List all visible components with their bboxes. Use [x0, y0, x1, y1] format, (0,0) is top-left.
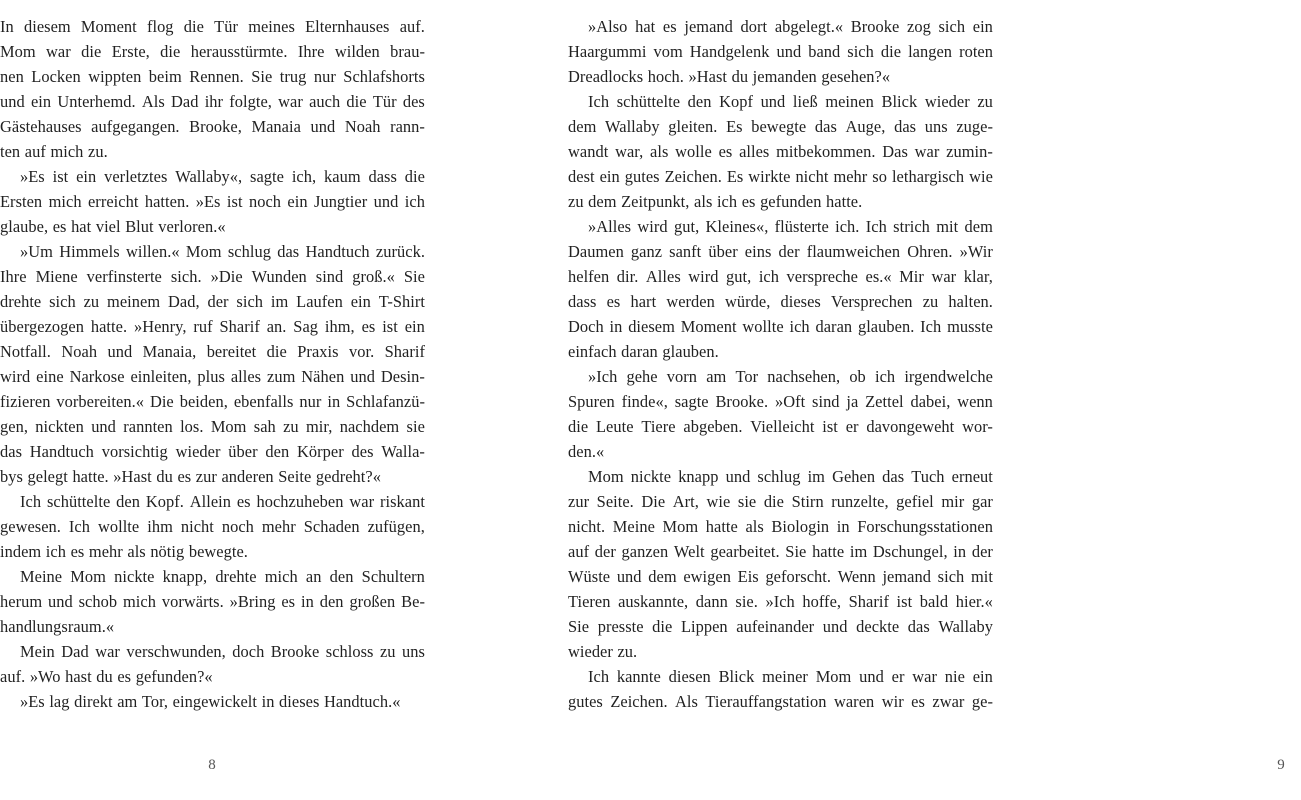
- text-line: Ich kannte diesen Blick meiner Mom und er war nie ein: [588, 667, 993, 686]
- text-line: glaube, es hat viel Blut verloren.«: [0, 217, 226, 236]
- text-line: das Handtuch vorsichtig wieder über den Körper des Walla-: [0, 442, 425, 461]
- text-line: den.«: [568, 442, 605, 461]
- text-line: Sie presste die Lippen aufeinander und deckte das Wallaby: [568, 617, 993, 636]
- text-line: herum und schob mich vorwärts. »Bring es in den großen Be-: [0, 592, 425, 611]
- text-line: die Leute Tiere abgeben. Vielleicht ist er davongeweht wor-: [568, 417, 993, 436]
- page-text: [0, 14, 425, 714]
- text-line: bys gelegt hatte. »Hast du es zur anderen Seite gedreht?«: [0, 467, 381, 486]
- text-line: »Es lag direkt am Tor, eingewickelt in dieses Handtuch.«: [20, 692, 401, 711]
- text-line: In diesem Moment flog die Tür meines Elternhauses auf.: [0, 17, 425, 36]
- text-line: dest ein gutes Zeichen. Es wirkte nicht mehr so lethargisch wie: [568, 167, 993, 186]
- text-line: »Alles wird gut, Kleines«, flüsterte ich. Ich strich mit dem: [588, 217, 993, 236]
- text-line: gutes Zeichen. Als Tierauffangstation waren wir es zwar ge-: [568, 692, 993, 711]
- text-line: übergezogen hatte. »Henry, ruf Sharif an. Sag ihm, es ist ein: [0, 317, 425, 336]
- page-number: 9: [1277, 757, 1285, 773]
- text-line: Notfall. Noah und Manaia, bereitet die Praxis vor. Sharif: [0, 342, 425, 361]
- text-line: nen Locken wippten beim Rennen. Sie trug nur Schlafshorts: [0, 67, 425, 86]
- text-line: gen, nickten und rannten los. Mom sah zu mir, nachdem sie: [0, 417, 425, 436]
- text-line: Meine Mom nickte knapp, drehte mich an den Schultern: [20, 567, 425, 586]
- text-line: nicht. Meine Mom hatte als Biologin in Forschungsstationen: [568, 517, 993, 536]
- text-line: auf der ganzen Welt gearbeitet. Sie hatte im Dschungel, in der: [568, 542, 993, 561]
- text-line: Daumen ganz sanft über eins der flaumweichen Ohren. »Wir: [568, 242, 993, 261]
- text-line: zur Seite. Die Art, wie sie die Stirn runzelte, gefiel mir gar: [568, 492, 993, 511]
- page-text: [568, 14, 993, 714]
- text-line: indem ich es mehr als nötig bewegte.: [0, 542, 248, 561]
- text-line: Ich schüttelte den Kopf und ließ meinen Blick wieder zu: [588, 92, 993, 111]
- text-line: dass es hart werden würde, dieses Versprechen zu halten.: [568, 292, 993, 311]
- text-line: zu dem Zeitpunkt, als ich es gefunden hatte.: [568, 192, 863, 211]
- text-line: handlungsraum.«: [0, 617, 115, 636]
- text-line: gewesen. Ich wollte ihm nicht noch mehr Schaden zufügen,: [0, 517, 425, 536]
- text-line: Mom war die Erste, die herausstürmte. Ihre wilden brau-: [0, 42, 425, 61]
- text-line: »Es ist ein verletztes Wallaby«, sagte ich, kaum dass die: [20, 167, 425, 186]
- text-line: drehte sich zu meinem Dad, der sich im Laufen ein T-Shirt: [0, 292, 425, 311]
- text-line: Haargummi vom Handgelenk und band sich die langen roten: [568, 42, 993, 61]
- page-number: 8: [208, 757, 216, 773]
- text-line: fizieren vorbereiten.« Die beiden, ebenfalls nur in Schlafanzü-: [0, 392, 425, 411]
- text-line: dem Wallaby gleiten. Es bewegte das Auge, das uns zuge-: [568, 117, 993, 136]
- text-line: einfach daran glauben.: [568, 342, 719, 361]
- text-line: Spuren finde«, sagte Brooke. »Oft sind ja Zettel dabei, wenn: [568, 392, 993, 411]
- text-line: helfen dir. Alles wird gut, ich verspreche es.« Mir war klar,: [568, 267, 993, 286]
- text-line: Gästehauses aufgegangen. Brooke, Manaia und Noah rann-: [0, 117, 425, 136]
- text-line: Ersten mich erreicht hatten. »Es ist noch ein Jungtier und ich: [0, 192, 425, 211]
- text-line: Wüste und dem ewigen Eis geforscht. Wenn jemand sich mit: [568, 567, 993, 586]
- text-line: Tieren auskannte, dann sie. »Ich hoffe, Sharif ist bald hier.«: [568, 592, 993, 611]
- text-line: ten auf mich zu.: [0, 142, 108, 161]
- text-line: »Also hat es jemand dort abgelegt.« Brooke zog sich ein: [588, 17, 993, 36]
- text-line: und ein Unterhemd. Als Dad ihr folgte, war auch die Tür des: [0, 92, 425, 111]
- text-line: Ich schüttelte den Kopf. Allein es hochzuheben war riskant: [20, 492, 425, 511]
- text-line: Mom nickte knapp und schlug im Gehen das Tuch erneut: [588, 467, 993, 486]
- text-line: Dreadlocks hoch. »Hast du jemanden gesehen?«: [568, 67, 891, 86]
- text-line: auf. »Wo hast du es gefunden?«: [0, 667, 213, 686]
- text-line: »Ich gehe vorn am Tor nachsehen, ob ich irgendwelche: [588, 367, 993, 386]
- text-line: wird eine Narkose einleiten, plus alles zum Nähen und Desin-: [0, 367, 425, 386]
- text-line: wieder zu.: [568, 642, 638, 661]
- text-line: Mein Dad war verschwunden, doch Brooke schloss zu uns: [20, 642, 425, 661]
- text-line: Ihre Miene verfinsterte sich. »Die Wunden sind groß.« Sie: [0, 267, 425, 286]
- text-line: wandt war, als wolle es alles mitbekommen. Das war zumin-: [568, 142, 993, 161]
- page-right: [500, 0, 1285, 800]
- text-line: »Um Himmels willen.« Mom schlug das Handtuch zurück.: [20, 242, 425, 261]
- page-left: [0, 0, 500, 800]
- text-line: Doch in diesem Moment wollte ich daran glauben. Ich musste: [568, 317, 993, 336]
